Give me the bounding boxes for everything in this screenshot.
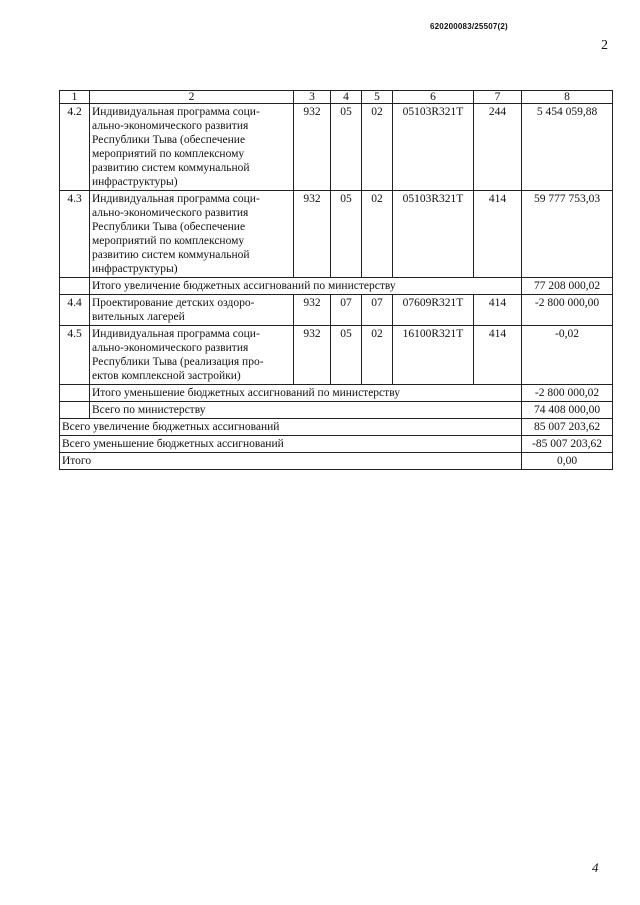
table-row bbox=[60, 191, 613, 278]
row-name: Индивидуальная программа соци- ально-экономического развития Республики Тыва (обеспечение мероприятий по комплексному развитию систем коммунальной инфраструктуры) bbox=[90, 191, 294, 278]
subtotal-row bbox=[60, 278, 613, 295]
column-header: 1 bbox=[60, 91, 90, 104]
total-decrease-label: Всего уменьшение бюджетных ассигнований bbox=[60, 436, 522, 453]
row-amount: 5 454 059,88 bbox=[522, 104, 613, 191]
row-number: 4.3 bbox=[60, 191, 90, 278]
column-header: 5 bbox=[362, 91, 393, 104]
table-row bbox=[60, 104, 613, 191]
row-amount: -0,02 bbox=[522, 326, 613, 385]
table-row bbox=[60, 295, 613, 326]
row-name: Проектирование детских оздоро- вительных лагерей bbox=[90, 295, 294, 326]
page-number: 2 bbox=[601, 38, 608, 53]
column-header: 8 bbox=[522, 91, 613, 104]
row-subsection-code: 02 bbox=[362, 104, 393, 191]
row-subsection-code: 02 bbox=[362, 326, 393, 385]
header-row bbox=[60, 91, 613, 104]
column-header: 6 bbox=[393, 91, 474, 104]
row-section-code: 05 bbox=[331, 326, 362, 385]
row-target-code: 16100R321T bbox=[393, 326, 474, 385]
row-target-code: 05103R321T bbox=[393, 191, 474, 278]
row-amount: -2 800 000,00 bbox=[522, 295, 613, 326]
column-header: 3 bbox=[294, 91, 331, 104]
column-header: 4 bbox=[331, 91, 362, 104]
total-decrease-value: -85 007 203,62 bbox=[522, 436, 613, 453]
row-number: 4.2 bbox=[60, 104, 90, 191]
row-expense-type: 414 bbox=[474, 295, 522, 326]
ministry-total-value: 74 408 000,00 bbox=[522, 402, 613, 419]
row-section-code: 05 bbox=[331, 104, 362, 191]
row-expense-type: 414 bbox=[474, 191, 522, 278]
total-row bbox=[60, 419, 613, 436]
row-section-code: 07 bbox=[331, 295, 362, 326]
row-ministry-code: 932 bbox=[294, 104, 331, 191]
row-amount: 59 777 753,03 bbox=[522, 191, 613, 278]
column-header: 7 bbox=[474, 91, 522, 104]
row-number: 4.5 bbox=[60, 326, 90, 385]
subtotal-decrease-label: Итого уменьшение бюджетных ассигнований по министерству bbox=[90, 385, 522, 402]
row-name: Индивидуальная программа соци- ально-экономического развития Республики Тыва (обеспечение мероприятий по комплексному развитию систем коммунальной инфраструктуры) bbox=[90, 104, 294, 191]
row-subsection-code: 07 bbox=[362, 295, 393, 326]
grand-total-value: 0,00 bbox=[522, 453, 613, 470]
row-target-code: 05103R321T bbox=[393, 104, 474, 191]
subtotal-decrease-value: -2 800 000,02 bbox=[522, 385, 613, 402]
total-increase-value: 85 007 203,62 bbox=[522, 419, 613, 436]
row-ministry-code: 932 bbox=[294, 295, 331, 326]
table-row bbox=[60, 326, 613, 385]
total-increase-label: Всего увеличение бюджетных ассигнований bbox=[60, 419, 522, 436]
subtotal-row bbox=[60, 385, 613, 402]
row-ministry-code: 932 bbox=[294, 191, 331, 278]
total-row bbox=[60, 436, 613, 453]
budget-allocation-table bbox=[59, 90, 613, 470]
subtotal-increase-label: Итого увеличение бюджетных ассигнований по министерству bbox=[90, 278, 522, 295]
subtotal-increase-value: 77 208 000,02 bbox=[522, 278, 613, 295]
row-number: 4.4 bbox=[60, 295, 90, 326]
row-name: Индивидуальная программа соци- ально-экономического развития Республики Тыва (реализация про- ектов комплексной застройки) bbox=[90, 326, 294, 385]
handwritten-mark: 4 bbox=[592, 860, 599, 875]
row-section-code: 05 bbox=[331, 191, 362, 278]
total-row bbox=[60, 453, 613, 470]
row-expense-type: 244 bbox=[474, 104, 522, 191]
row-target-code: 07609R321T bbox=[393, 295, 474, 326]
grand-total-label: Итого bbox=[60, 453, 522, 470]
document-code: 620200083/25507(2) bbox=[430, 22, 508, 31]
row-ministry-code: 932 bbox=[294, 326, 331, 385]
ministry-total-label: Всего по министерству bbox=[90, 402, 522, 419]
subtotal-row bbox=[60, 402, 613, 419]
row-expense-type: 414 bbox=[474, 326, 522, 385]
row-subsection-code: 02 bbox=[362, 191, 393, 278]
column-header: 2 bbox=[90, 91, 294, 104]
